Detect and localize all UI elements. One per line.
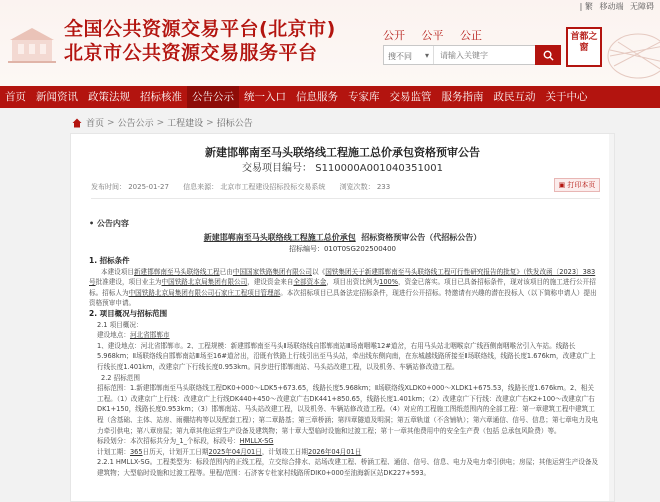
site-title-line1: 全国公共资源交易平台(北京市): [64, 18, 336, 40]
nav-item[interactable]: 招标核准: [140, 91, 182, 103]
view-count: 浏览次数： 233: [339, 183, 391, 191]
scrollbar[interactable]: [609, 134, 614, 501]
heading-2: 2. 项目概况与招标范围: [89, 308, 168, 318]
article-title: 新建邯郸南至马头联络线工程施工总价承包资格预审公告: [205, 146, 480, 159]
mobile-link[interactable]: 移动端: [599, 2, 624, 11]
breadcrumb-home[interactable]: 首页: [86, 119, 105, 129]
nav-item[interactable]: 信息服务: [296, 91, 338, 103]
tender-code: 招标编号：010T0SG202500400: [288, 245, 397, 253]
subsection-2-1: 2.1 项目概况： 建设地点：河北省邯郸市 1、建设地点：河北省邯郸市。2、工程规模：新建邯郸南至马头Ⅱ场联络线自邯郸南站Ⅲ场南咽喉12#道岔，右用马头站北咽喉京广线西侧南咽喉岔引入车站。线路长5.968km；Ⅱ场联络线自邯郸南站Ⅲ场至16#道岔出，沿既有铁路上行线引出至马头站，牵出线东侧向南，在东城越线路所接至Ⅱ场联络线，线路长度1.676km，改建京广上行线长度1.401km，改建京广下行线长度0.953km。同步进行邯郸南站、马头站改建工程，以及机务、车辆站修改造工程。 2.2 招标范围 招标范围：1.新建邯郸南至马头联络线工程DK0+000～LDK5+673.65，线路长度5.968km；Ⅱ场联络线XLDK0+000～XLDK1+675.53，线路长度1.676km。2、相关工程。（1）改建京广上行线：改建京广上行线DK440+450～改建京广右DK441+850.65，线路长度1.401km；（2）改建京广下行线：改建京广右K2+100～改建京广右DK1+150，线路长度0.953km；（3）邯郸南站、马头站改建工程，以及机务、车辆站修改造工程。（4）对应的工程施工图纸范围内的全部工程：第一章建筑工程中建筑工程（含基础、主体、站房、雨棚结构等以及配套工程）；第二章路基；第三章桥涵；第四章隧道及明洞；第五章轨道（不含铺轨）；第六章通信、信号、信息；第七章电力及电力牵引供电；第八章房屋；第九章其他运营生产设备及建筑物；第十章大型临时设施和过渡工程；第十一章其他费用中的安全生产费（包括 总承包风险费）等。 标段划分：本次招标共分为_1_个标段，标段号：HMLLX-SG 计划工期：365日历天，计划开工日期2025年04月01日，计划竣工日期2026年04月01日 2.2.1 HMLLX-SG。工程类型为：标段范围内的正线工程，立交综合排水、站场改建工程、桥涵工程、通信、信号、信息、电力及电力牵引供电；房屋；其他运营生产设备及建筑物；大型临时设施和过渡工程等。里程/范围：石济客专杜家村线路所DIK0+000至油海新区站DK227+593。: [97, 320, 599, 477]
section-label: • 公告内容: [89, 219, 129, 228]
article-meta: [91, 182, 402, 192]
nav-item[interactable]: 统一入口: [244, 91, 286, 103]
paragraph-1: 本建设项目新建邯郸南至马头联络线工程已由中国国家铁路集团有限公司以《国铁集团关于新建邯郸南至马头联络线工程可行性研究报告的批复》（铁发改函〔2023〕383号批准建设，项目业主为中国铁路北京局集团有限公司，建设资金来自全部资本金，项目出资比例为100%，资金已落实。项目已具备招标条件，现对该项目的施工进行公开招标。招标人为中国铁路北京局集团有限公司石家庄工程项目管理部。本次招标项目已具备法定招标条件，现进行公开招标。特邀请有兴趣的潜在投标人（以下简称申请人）提出资格预审申请。: [89, 267, 597, 308]
nav-item[interactable]: 专家库: [348, 91, 380, 103]
nav-item[interactable]: 公告公示: [187, 86, 239, 108]
home-icon: [72, 118, 82, 128]
capital-window-logo[interactable]: 首都之窗: [566, 27, 602, 67]
article-panel: [70, 133, 615, 502]
breadcrumb-announcements[interactable]: 公告公示: [117, 119, 154, 129]
info-source: 信息来源： 北京市工程建设招标投标交易系统: [183, 183, 326, 191]
nav-item[interactable]: 服务指南: [441, 91, 484, 103]
project-code: 交易项目编号： S110000A001040351001: [242, 163, 443, 174]
search-scope-select[interactable]: 搜不同 ▾: [384, 46, 434, 64]
principles-slogan: 公开 公平 公正: [383, 29, 482, 42]
printer-icon: ▣: [558, 181, 566, 189]
nav-item[interactable]: 首页: [5, 91, 26, 103]
nav-item[interactable]: 政民互动: [493, 91, 536, 103]
chevron-down-icon: ▾: [424, 51, 429, 60]
search-button[interactable]: [535, 45, 561, 65]
document-body: [89, 256, 600, 478]
breadcrumb: 首页 > 公告公示 > 工程建设 > 招标公告: [72, 116, 253, 129]
site-title-line2: 北京市公共资源交易服务平台: [64, 42, 318, 64]
breadcrumb-tender-notice[interactable]: 招标公告: [216, 119, 253, 129]
main-nav: [0, 86, 660, 108]
nav-item[interactable]: 新闻资讯: [36, 91, 78, 103]
bird-nest-stadium-icon: [604, 6, 660, 84]
print-button[interactable]: ▣ 打印本页: [554, 178, 600, 192]
document-title: 新建邯郸南至马头联络线工程施工总价承包 招标资格预审公告（代招标公告）: [203, 233, 482, 242]
heading-1: 1. 招标条件: [89, 256, 130, 265]
publish-date: 发布时间： 2025-01-27: [91, 183, 169, 191]
traditional-chinese-link[interactable]: | 繁: [579, 2, 593, 11]
site-header: [0, 0, 660, 86]
nav-item[interactable]: 交易监管: [389, 91, 432, 103]
nav-item[interactable]: 关于中心: [545, 91, 588, 103]
nav-item[interactable]: 政策法规: [88, 91, 130, 103]
divider: [91, 198, 600, 199]
search-icon: [543, 50, 554, 61]
tiananmen-emblem-icon: [6, 10, 58, 68]
breadcrumb-construction[interactable]: 工程建设: [167, 119, 204, 129]
accessibility-link[interactable]: 无障碍: [630, 2, 654, 11]
